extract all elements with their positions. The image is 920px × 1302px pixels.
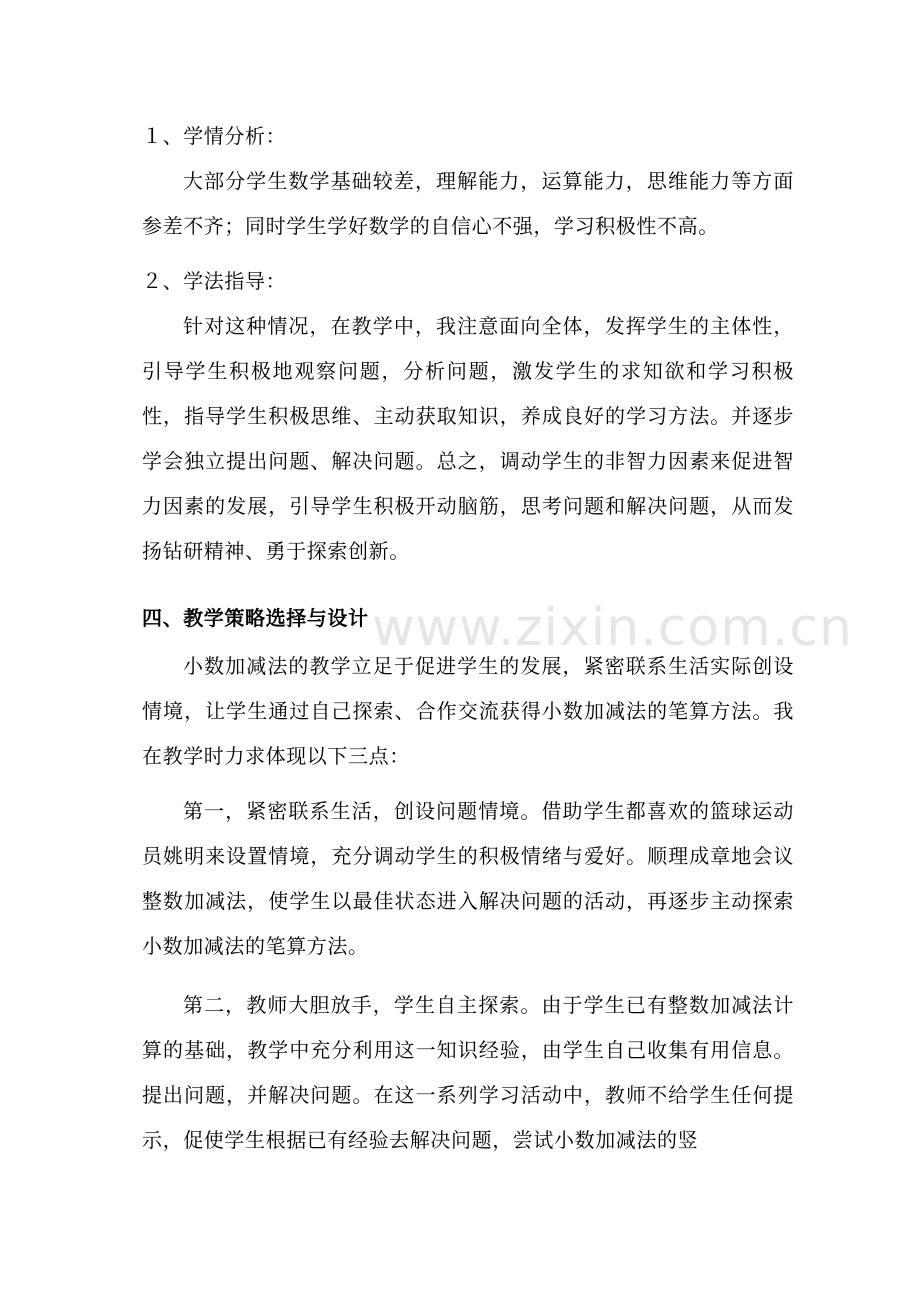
paragraph-strategy-point-two: 第二，教师大胆放手，学生自主探索。由于学生已有整数加减法计算的基础，教学中充分利用这一知识经验，由学生自己收集有用信息。提出问题，并解决问题。在这一系列学习活动中，教师不给学生任何提示，促使学生根据已有经验去解决问题，尝试小数加减法的竖 bbox=[142, 993, 794, 1152]
paragraph-strategy-point-one: 第一，紧密联系生活，创设问题情境。借助学生都喜欢的篮球运动员姚明来设置情境，充分调动学生的积极情绪与爱好。顺理成章地会议整数加减法，使学生以最佳状态进入解决问题的活动，再逐步主动探索小数加减法的笔算方法。 bbox=[142, 799, 794, 958]
paragraph-learning-analysis: 大部分学生数学基础较差，理解能力，运算能力，思维能力等方面参差不齐；同时学生学好数学的自信心不强，学习积极性不高。 bbox=[142, 169, 794, 238]
paragraph-study-guidance: 针对这种情况，在教学中，我注意面向全体，发挥学生的主体性，引导学生积极地观察问题，分析问题，激发学生的求知欲和学习积极性，指导学生积极思维、主动获取知识，养成良好的学习方法。并逐步学会独立提出问题、解决问题。总之，调动学生的非智力因素来促进智力因素的发展，引导学生积极开动脑筋，思考问题和解决问题，从而发扬钻研精神、勇于探索创新。 bbox=[142, 314, 794, 563]
section-heading-teaching-strategy: 四、教学策略选择与设计 bbox=[142, 606, 369, 630]
paragraph-teaching-strategy-intro: 小数加减法的教学立足于促进学生的发展，紧密联系生活实际创设情境，让学生通过自己探索、合作交流获得小数加减法的笔算方法。我在教学时力求体现以下三点： bbox=[142, 654, 794, 768]
section-heading-learning-analysis: １、学情分析： bbox=[142, 124, 287, 148]
section-heading-study-guidance: ２、学法指导： bbox=[142, 269, 287, 293]
watermark-text: www.zixin.com.cn bbox=[372, 598, 853, 658]
